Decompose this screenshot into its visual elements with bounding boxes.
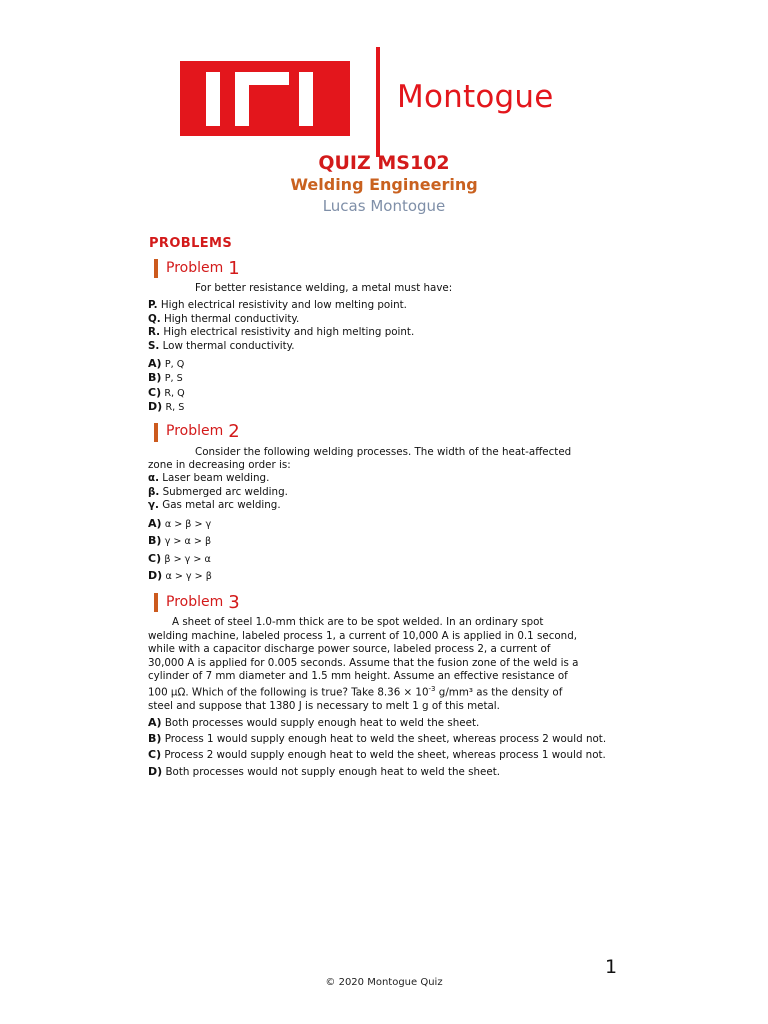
option-list xyxy=(148,517,623,584)
heading-marker xyxy=(154,423,158,442)
quiz-subtitle: Welding Engineering xyxy=(290,175,478,194)
prompt-line: 100 μΩ. Which of the following is true? Take $8.36 \times 10^{-3}$ g/mm³ as the density of xyxy=(148,685,563,699)
heading-marker xyxy=(154,259,158,278)
prompt-line: cylinder of 7 mm diameter and 1.5 mm height. Assume an effective resistance of xyxy=(148,669,568,682)
answer-option: D) R, S xyxy=(148,400,185,414)
answer-option: B) P, S xyxy=(148,371,183,385)
problem-label: Problem xyxy=(166,259,224,276)
answer-option: C) β > γ > α xyxy=(148,551,211,565)
page-number: 1 xyxy=(605,956,618,978)
problem-prompt: Consider the following welding processes. The width of the heat-affected xyxy=(195,445,572,458)
statement-item: P. High electrical resistivity and low melting point. xyxy=(148,299,407,312)
answer-option: C) R, Q xyxy=(148,385,185,399)
statement-item: α. Laser beam welding. xyxy=(148,472,270,485)
answer-option: A) P, Q xyxy=(148,357,185,371)
footer-copyright: © 2020 Montogue Quiz xyxy=(325,977,443,988)
quiz-title: QUIZ MS102 xyxy=(318,152,450,174)
prompt-line: steel and suppose that 1380 J is necessary to melt 1 g of this metal. xyxy=(148,700,500,713)
statement-item: γ. Gas metal arc welding. xyxy=(148,499,281,512)
statement-list xyxy=(148,299,623,353)
prompt-line: 30,000 A is applied for 0.005 seconds. Assume that the fusion zone of the weld is a xyxy=(148,656,579,669)
problem-label: Problem xyxy=(166,423,224,440)
montogue-logo-mark xyxy=(180,61,350,136)
quiz-author: Lucas Montogue xyxy=(322,197,446,215)
section-heading: PROBLEMS xyxy=(149,236,233,251)
heading-marker xyxy=(154,593,158,612)
statement-item: β. Submerged arc welding. xyxy=(148,485,288,498)
problem-label: Problem xyxy=(166,594,224,611)
problem-number: 1 xyxy=(228,257,240,279)
problem-heading xyxy=(154,593,623,612)
option-list xyxy=(148,357,623,415)
answer-option: D) α > γ > β xyxy=(148,568,212,582)
prompt-line: while with a capacitor discharge power source, labeled process 2, a current of xyxy=(148,643,551,656)
problem-heading xyxy=(154,423,623,442)
answer-option: C) Process 2 would supply enough heat to weld the sheet, whereas process 1 would not. xyxy=(148,748,606,762)
problem-heading xyxy=(154,259,623,278)
answer-option: B) Process 1 would supply enough heat to weld the sheet, whereas process 2 would not. xyxy=(148,731,607,745)
answer-option: A) Both processes would supply enough heat to weld the sheet. xyxy=(148,715,480,729)
prompt-line: welding machine, labeled process 1, a current of 10,000 A is applied in 0.1 second, xyxy=(148,629,577,642)
answer-option: D) Both processes would not supply enough heat to weld the sheet. xyxy=(148,764,501,778)
answer-option: B) γ > α > β xyxy=(148,534,212,548)
answer-option: A) α > β > γ xyxy=(148,516,212,530)
problems-content xyxy=(148,255,623,781)
problem-prompt: zone in decreasing order is: xyxy=(148,459,291,472)
problem-number: 2 xyxy=(228,421,240,443)
statement-item: S. Low thermal conductivity. xyxy=(148,339,295,352)
brand-name: Montogue xyxy=(397,79,554,115)
statement-item: R. High electrical resistivity and high melting point. xyxy=(148,326,415,339)
prompt-line: A sheet of steel 1.0-mm thick are to be spot welded. In an ordinary spot xyxy=(172,616,544,629)
statement-item: Q. High thermal conductivity. xyxy=(148,312,300,325)
problem-number: 3 xyxy=(228,592,240,614)
statement-list xyxy=(148,472,623,512)
problem-prompt: For better resistance welding, a metal must have: xyxy=(195,282,453,294)
logo-divider xyxy=(376,47,380,157)
problem-prompt xyxy=(148,616,623,713)
option-list xyxy=(148,716,623,780)
